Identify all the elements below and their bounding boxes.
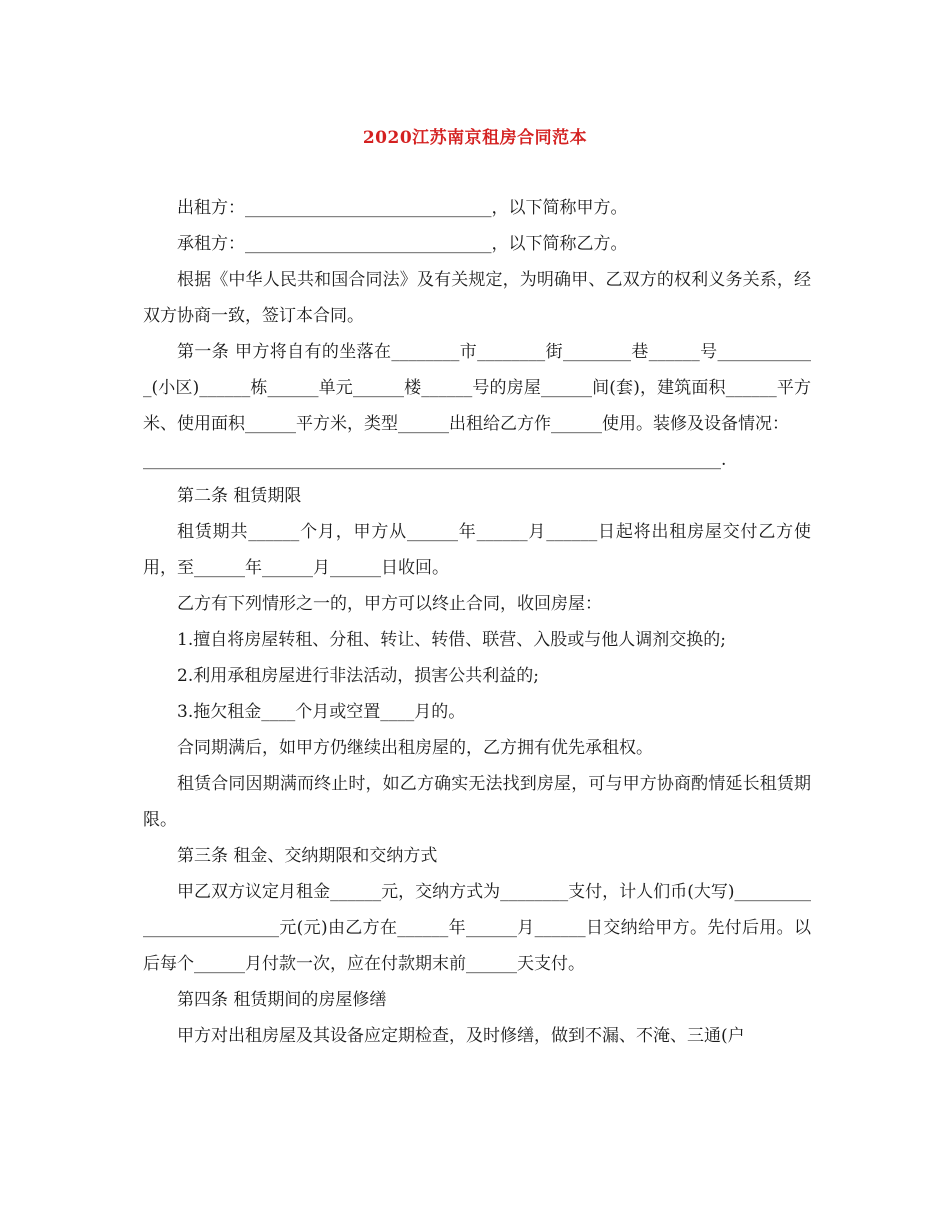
document-title: 2020江苏南京租房合同范本 (362, 128, 588, 148)
paragraph-lease-term: 租赁期共______个月，甲方从______年______月______日起将出租房屋交付乙方使用，至______年______月______日收回。 (143, 522, 811, 578)
paragraph-lessor: 出租方：_____________________________，以下简称甲方。 (177, 198, 628, 218)
paragraph-lessee: 承租方：_____________________________，以下简称乙方。 (177, 234, 628, 254)
heading-article-4: 第四条 租赁期间的房屋修缮 (177, 990, 387, 1010)
paragraph-extension: 租赁合同因期满而终止时，如乙方确实无法找到房屋，可与甲方协商酌情延长租赁期限。 (143, 774, 811, 830)
heading-article-3: 第三条 租金、交纳期限和交纳方式 (177, 846, 438, 866)
list-item-termination-2: 2.利用承租房屋进行非法活动，损害公共利益的; (177, 666, 539, 686)
list-item-termination-3: 3.拖欠租金____个月或空置____月的。 (177, 702, 466, 722)
paragraph-rent-payment: 甲乙双方议定月租金______元，交纳方式为________支付，计人们币(大写)_________________________元(元)由乙方在______年______月______日交纳给甲方。先付后用。以后每个______月付款一次，应在付款期末前______天支付。 (143, 882, 811, 974)
list-item-termination-1: 1.擅自将房屋转租、分租、转让、转借、联营、入股或与他人调剂交换的; (177, 630, 726, 650)
paragraph-article-1: 第一条 甲方将自有的坐落在________市________街________巷______号____________(小区)______栋______单元______楼______号的房屋______间(套)，建筑面积______平方米、使用面积______平方米，类型______出租给乙方作______使用。装修及设备情况： (143, 342, 811, 434)
paragraph-priority-right: 合同期满后，如甲方仍继续出租房屋的，乙方拥有优先承租权。 (177, 738, 653, 758)
heading-article-2: 第二条 租赁期限 (177, 486, 302, 506)
paragraph-decoration-blank: ____________________________________________________________________. (143, 450, 727, 470)
paragraph-preamble: 根据《中华人民共和国合同法》及有关规定，为明确甲、乙双方的权利义务关系，经双方协商一致，签订本合同。 (143, 270, 811, 326)
document-body (143, 190, 811, 1054)
paragraph-termination-intro: 乙方有下列情形之一的，甲方可以终止合同，收回房屋： (177, 594, 602, 614)
paragraph-repairs: 甲方对出租房屋及其设备应定期检查，及时修缮，做到不漏、不淹、三通(户 (177, 1026, 745, 1046)
